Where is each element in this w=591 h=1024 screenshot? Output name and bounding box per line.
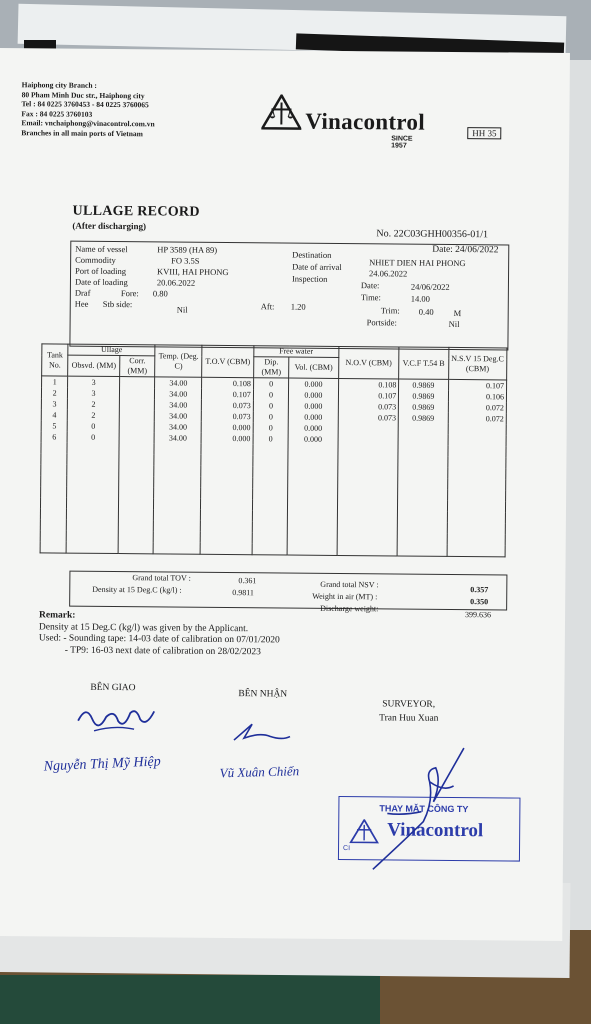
cell-vcf: [398, 489, 447, 500]
cell-tov: 0.107: [202, 389, 254, 400]
cell-tank: [41, 464, 67, 475]
cell-corr: [118, 531, 154, 542]
cell-obsvd: [67, 531, 119, 542]
cell-dip: 0: [253, 378, 289, 390]
cell-obsvd: [67, 454, 119, 465]
cell-tov: [201, 521, 253, 532]
cell-vol: [288, 522, 337, 533]
cell-tank: [40, 497, 66, 508]
vinacontrol-logo: [261, 94, 426, 150]
cell-tank: [40, 519, 66, 530]
page-subtitle: (After discharging): [72, 220, 147, 232]
branch-line: Tel : 84 0225 3760453 - 84 0225 3760065: [21, 99, 149, 110]
total-tov-value: 0.361: [238, 576, 257, 586]
cell-nov: [337, 478, 398, 490]
cell-obsvd: [67, 476, 119, 487]
surveyor-name: Tran Huu Xuan: [379, 713, 439, 724]
cell-corr: [119, 399, 155, 410]
cell-tov: [201, 488, 253, 499]
cell-obsvd: [66, 542, 118, 554]
col-dip: Dip. (MM): [253, 357, 289, 378]
col-tov: T.O.V (CBM): [202, 345, 254, 377]
cell-tov: [201, 477, 253, 488]
cell-tov: [201, 532, 253, 543]
cell-tov: 0.073: [202, 411, 254, 422]
trim-value: 0.40: [418, 306, 434, 317]
cell-nsv: [448, 435, 507, 447]
cell-nov: [337, 511, 398, 523]
cell-dip: [252, 543, 288, 555]
surveyor-signature: [363, 741, 484, 882]
inspection-label: Inspection: [291, 273, 328, 284]
hee-label: Hee: [74, 298, 89, 309]
cell-corr: [119, 432, 155, 443]
discharge-label: Discharge weight:: [320, 603, 379, 614]
cell-nsv: [447, 534, 506, 546]
aft-label: Aft:: [260, 301, 275, 312]
total-nsv-label: Grand total NSV :: [320, 579, 379, 590]
cell-vol: [288, 533, 337, 544]
cell-obsvd: 0: [67, 421, 119, 432]
cell-vol: 0.000: [289, 390, 338, 401]
cell-temp: 34.00: [154, 432, 201, 443]
cell-nsv: [447, 523, 506, 535]
cell-tank: [40, 508, 66, 519]
cell-nsv: [447, 501, 506, 513]
cell-vcf: [398, 522, 447, 533]
cell-tank: [40, 530, 66, 541]
loading-date-label: Date of loading: [74, 276, 128, 288]
weight-air-label: Weight in air (MT) :: [312, 591, 378, 602]
cell-vol: 0.000: [289, 401, 338, 412]
cell-corr: [118, 509, 154, 520]
cell-vcf: [397, 533, 446, 544]
branch-line: Branches in all main ports of Vietnam: [21, 127, 143, 138]
density-value: 0.9811: [232, 588, 254, 598]
cell-tank: [41, 475, 67, 486]
surveyor-label: SURVEYOR,: [382, 699, 436, 710]
portside-value: Nil: [448, 318, 460, 330]
cell-tov: 0.000: [201, 422, 253, 433]
loading-date-value: 20.06.2022: [156, 277, 196, 288]
cell-obsvd: [67, 443, 119, 454]
cell-nsv: [447, 490, 506, 502]
cell-vol: 0.000: [288, 423, 337, 434]
col-vcf: V.C.F T.54 B: [399, 347, 449, 379]
cell-temp: [154, 520, 201, 531]
cell-obsvd: 3: [68, 376, 120, 388]
cell-tov: [201, 455, 253, 466]
cell-vol: 0.000: [288, 434, 337, 445]
cell-corr: [118, 487, 154, 498]
fore-value: 0.80: [152, 288, 168, 299]
branch-line: Email: vnchaiphong@vinacontrol.com.vn: [21, 118, 155, 129]
cell-nsv: [447, 512, 506, 524]
cell-dip: [252, 521, 288, 532]
arrival-label: Date of arrival: [292, 261, 342, 272]
cell-tov: 0.000: [201, 433, 253, 444]
draft-label: Draf: [74, 287, 91, 298]
page-title: ULLAGE RECORD: [72, 203, 200, 220]
remark-line: Used: - Sounding tape: 14-03 date of calibration on 07/01/2020: [38, 633, 280, 646]
cell-corr: [119, 388, 155, 399]
cell-vcf: 0.9869: [399, 390, 448, 401]
cell-dip: 0: [253, 400, 289, 411]
cell-nov: 0.073: [338, 401, 399, 413]
cell-vcf: 0.9869: [399, 379, 448, 391]
cell-tov: 0.073: [202, 400, 254, 411]
cell-dip: [253, 444, 289, 455]
branch-line: Fax : 84 0225 3760103: [21, 108, 93, 119]
cell-dip: [252, 488, 288, 499]
col-nsv: N.S.V 15 Deg.C (CBM): [448, 347, 507, 380]
discharge-value: 399.636: [465, 610, 492, 620]
cell-nov: [338, 445, 399, 457]
cell-nov: [337, 467, 398, 479]
remarks: [39, 610, 280, 658]
inspection-date-label: Date:: [360, 280, 380, 291]
cell-vol: 0.000: [289, 412, 338, 423]
form-code: HH 35: [467, 127, 501, 139]
cell-obsvd: 2: [68, 399, 120, 410]
cell-vol: [288, 445, 337, 456]
cell-nsv: [447, 479, 506, 491]
cell-dip: [253, 455, 289, 466]
branch-address: [21, 80, 155, 138]
destination-value: NHIET DIEN HAI PHONG: [369, 257, 466, 269]
destination-label: Destination: [292, 249, 332, 260]
cell-tank: [41, 442, 67, 453]
cell-tank: [41, 486, 67, 497]
cell-vol: [288, 500, 337, 511]
cell-corr: [119, 476, 155, 487]
cell-temp: [153, 542, 200, 554]
document-date: Date: 24/06/2022: [432, 244, 499, 256]
cell-vol: [288, 467, 337, 478]
cell-corr: [118, 498, 154, 509]
remark-line: - TP9: 16-03 next date of calibration on 28/02/2023: [64, 645, 261, 657]
cell-nov: 0.107: [338, 390, 399, 402]
cell-vcf: 0.9869: [399, 412, 448, 423]
cell-vcf: 0.9869: [399, 401, 448, 412]
cell-dip: [253, 466, 289, 477]
stamp-company-name: Vinacontrol: [387, 819, 484, 842]
ben-nhan-label: BÊN NHẬN: [238, 689, 288, 700]
stb-value: Nil: [176, 304, 188, 315]
stamp-top-text: THAY MẶT CÔNG TY: [379, 803, 469, 815]
cell-tank: [40, 541, 66, 553]
cell-nov: 0.108: [338, 378, 399, 390]
remark-line: Density at 15 Deg.C (kg/l) was given by the Applicant.: [38, 621, 249, 634]
cell-dip: 0: [253, 411, 289, 422]
cell-vcf: [398, 467, 447, 478]
cell-vcf: [398, 500, 447, 511]
signature-ben-giao: [74, 699, 164, 740]
total-tov-label: Grand total TOV :: [132, 573, 191, 583]
col-obsvd: Obsvd. (MM): [68, 355, 120, 376]
vessel-value: HP 3589 (HA 89): [157, 244, 218, 255]
cell-dip: [253, 477, 289, 488]
cell-temp: [154, 454, 201, 465]
cell-nsv: [447, 545, 506, 557]
cell-nov: [337, 522, 398, 534]
logo-since: SINCE 1957: [391, 135, 413, 150]
col-nov: N.O.V (CBM): [338, 346, 399, 379]
cell-nov: [337, 544, 398, 556]
cell-dip: [252, 532, 288, 543]
cell-tov: [201, 499, 253, 510]
cell-obsvd: [67, 487, 119, 498]
cell-temp: [154, 498, 201, 509]
cell-nsv: [448, 424, 507, 436]
cell-nsv: [447, 468, 506, 480]
col-ullage: Ullage: [68, 344, 155, 356]
density-label: Density at 15 Deg.C (kg/l) :: [92, 584, 182, 595]
background-floor: [0, 975, 380, 1024]
cell-temp: 34.00: [155, 377, 202, 389]
stb-label: Stb side:: [102, 298, 133, 310]
cell-temp: [154, 465, 201, 476]
commodity-value: FO 3.5S: [171, 255, 200, 266]
col-temp: Temp. (Deg. C): [155, 345, 202, 377]
cell-nov: [337, 500, 398, 512]
aft-value: 1.20: [290, 301, 306, 312]
fore-label: Fore:: [120, 288, 139, 299]
trim-unit: M: [453, 307, 462, 319]
cell-obsvd: 3: [68, 388, 120, 399]
cell-temp: 34.00: [155, 399, 202, 410]
cell-obsvd: [67, 465, 119, 476]
cell-tank: 2: [41, 387, 67, 398]
cell-tov: [201, 510, 253, 521]
weight-air-value: 0.350: [470, 597, 489, 607]
cell-vol: [287, 544, 336, 556]
cell-vol: 0.000: [289, 378, 338, 390]
cell-tov: [201, 444, 253, 455]
cell-temp: [154, 443, 201, 454]
cell-nsv: 0.072: [448, 402, 507, 414]
cell-vol: [288, 511, 337, 522]
time-label: Time:: [360, 292, 381, 303]
stamp-ci: CI: [342, 845, 351, 853]
cell-obsvd: 2: [68, 410, 120, 421]
vessel-label: Name of vessel: [75, 243, 128, 255]
cell-temp: 34.00: [155, 388, 202, 399]
cell-vcf: [398, 423, 447, 434]
scales-emblem-icon: [261, 94, 301, 130]
cell-corr: [118, 542, 154, 554]
cell-tov: [201, 466, 253, 477]
cell-nsv: 0.106: [448, 391, 507, 403]
cell-obsvd: [67, 520, 119, 531]
cell-nov: [338, 423, 399, 435]
cell-dip: 0: [253, 433, 289, 444]
cell-vcf: [398, 434, 447, 445]
cell-corr: [118, 520, 154, 531]
port-loading-label: Port of loading: [75, 265, 127, 277]
cell-nsv: [447, 457, 506, 469]
trim-label: Trim:: [380, 305, 400, 316]
col-tank: Tank No.: [42, 344, 69, 376]
cell-nov: 0.073: [338, 412, 399, 424]
cell-temp: 34.00: [155, 421, 202, 432]
cell-dip: 0: [253, 389, 289, 400]
cell-tank: 1: [42, 376, 68, 388]
cell-tank: [41, 453, 67, 464]
vessel-info-box: [69, 241, 509, 351]
handwritten-name-2: Vũ Xuân Chiến: [219, 763, 300, 781]
inspection-date-value: 24/06/2022: [410, 281, 450, 292]
cell-tank: 6: [41, 431, 67, 442]
ben-giao-label: BÊN GIAO: [90, 682, 136, 694]
commodity-label: Commodity: [75, 254, 116, 266]
time-value: 14.00: [410, 293, 430, 304]
document-number: No. 22C03GHH00356-01/1: [376, 228, 489, 241]
cell-temp: [154, 509, 201, 520]
cell-corr: [119, 377, 155, 389]
cell-vcf: [398, 456, 447, 467]
cell-nsv: [447, 446, 506, 458]
cell-vcf: [398, 478, 447, 489]
remark-label: Remark:: [39, 610, 76, 621]
cell-corr: [119, 454, 155, 465]
cell-tank: 4: [41, 409, 67, 420]
cell-obsvd: 0: [67, 432, 119, 443]
cell-obsvd: [67, 509, 119, 520]
cell-corr: [119, 421, 155, 432]
cell-temp: [154, 487, 201, 498]
cell-tov: [200, 543, 252, 555]
ullage-record-document: [0, 48, 570, 941]
portside-label: Portside:: [366, 317, 397, 328]
handwritten-name-1: Nguyễn Thị Mỹ Hiệp: [43, 754, 162, 775]
logo-name: Vinacontrol: [305, 108, 426, 135]
cell-temp: 34.00: [155, 410, 202, 421]
totals-box: [69, 571, 507, 620]
signature-ben-nhan: [230, 718, 300, 749]
cell-vol: [288, 489, 337, 500]
cell-nov: [337, 456, 398, 468]
cell-corr: [119, 410, 155, 421]
branch-line: Haiphong city Branch :: [21, 80, 97, 90]
cell-nov: [337, 533, 398, 545]
cell-nov: [337, 489, 398, 501]
cell-tank: 3: [41, 398, 67, 409]
cell-obsvd: [67, 498, 119, 509]
cell-vol: [288, 478, 337, 489]
cell-corr: [119, 443, 155, 454]
port-loading-value: KVIII, HAI PHONG: [157, 266, 229, 278]
cell-nsv: 0.107: [448, 379, 507, 391]
total-nsv-value: 0.357: [470, 585, 489, 595]
arrival-value: 24.06.2022: [369, 268, 408, 279]
cell-vol: [288, 456, 337, 467]
col-vol: Vol. (CBM): [289, 357, 338, 378]
col-free-water: Free water: [254, 346, 339, 358]
cell-vcf: [397, 544, 446, 556]
cell-vcf: [398, 445, 447, 456]
cell-dip: 0: [253, 422, 289, 433]
ullage-table: [40, 343, 508, 557]
cell-nov: [338, 434, 399, 446]
cell-vcf: [398, 511, 447, 522]
cell-temp: [154, 476, 201, 487]
cell-dip: [252, 510, 288, 521]
cell-temp: [154, 531, 201, 542]
branch-line: 80 Pham Minh Duc str., Haiphong city: [21, 89, 145, 100]
cell-nsv: 0.072: [448, 413, 507, 425]
cell-dip: [252, 499, 288, 510]
cell-tank: 5: [41, 420, 67, 431]
cell-corr: [119, 465, 155, 476]
col-corr: Corr. (MM): [119, 356, 155, 377]
cell-tov: 0.108: [202, 377, 254, 389]
